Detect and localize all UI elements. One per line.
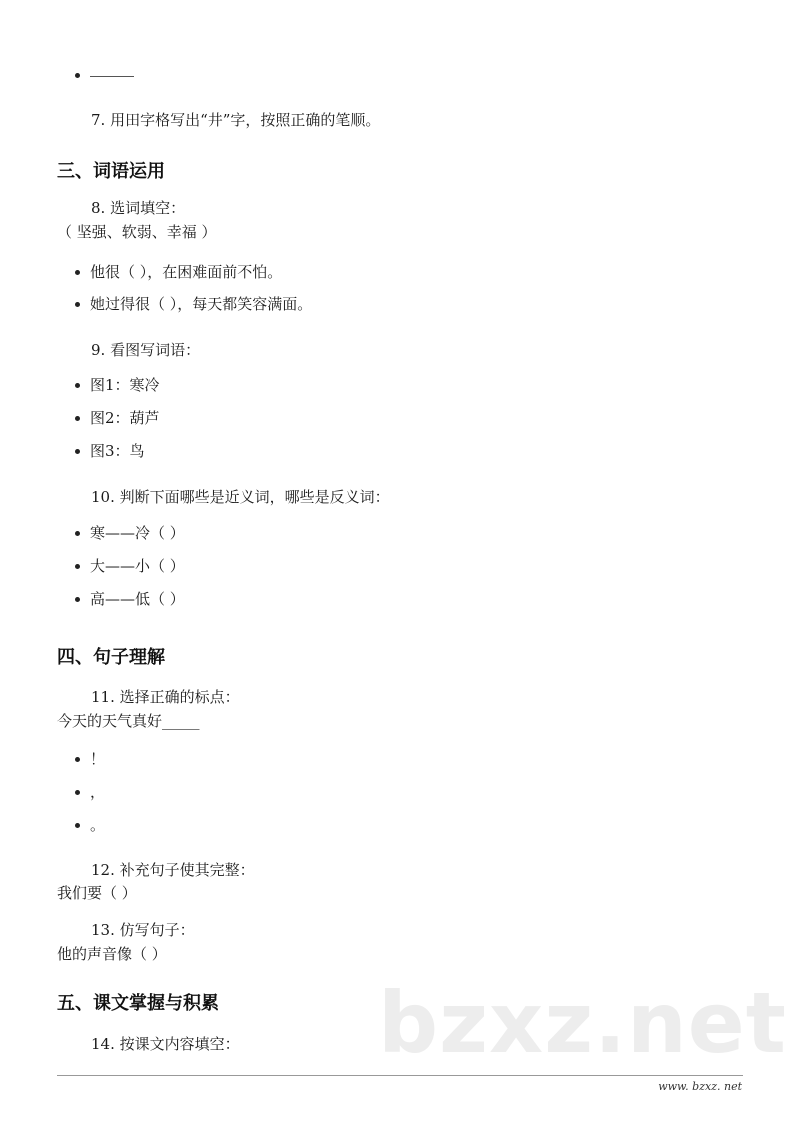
- question-9-prompt: 9. 看图写词语：: [91, 341, 201, 359]
- watermark: bzxz.net: [378, 974, 787, 1072]
- section-heading-3: 三、词语运用: [57, 161, 165, 182]
- section-heading-4: 四、句子理解: [57, 647, 165, 668]
- list-item-text: 图2：葫芦: [90, 409, 160, 427]
- question-7: 7. 用田字格写出“井”字，按照正确的笔顺。: [91, 111, 381, 129]
- question-8-options: （ 坚强、软弱、幸福 ）: [57, 223, 217, 241]
- question-8-prompt: 8. 选词填空：: [91, 199, 186, 217]
- list-item-text: 。: [90, 816, 106, 834]
- question-11-sentence: 今天的天气真好_____: [57, 712, 200, 730]
- question-14-prompt: 14. 按课文内容填空：: [91, 1035, 240, 1053]
- list-item-text: ！: [90, 750, 106, 768]
- footer-divider: [57, 1075, 743, 1076]
- question-13-prompt: 13. 仿写句子：: [91, 921, 195, 939]
- list-item-text: 她过得很（ ），每天都笑容满面。: [90, 295, 313, 313]
- section-heading-5: 五、课文掌握与积累: [57, 993, 219, 1014]
- question-10-prompt: 10. 判断下面哪些是近义词，哪些是反义词：: [91, 488, 390, 506]
- list-item-text: 高——低（ ）: [90, 590, 185, 608]
- list-item-text: 图3：鸟: [90, 442, 145, 460]
- question-13-sentence: 他的声音像（ ）: [57, 945, 167, 963]
- footer-url[interactable]: www. bzxz. net: [658, 1080, 742, 1093]
- list-item-text: 他很（ ），在困难面前不怕。: [90, 263, 283, 281]
- answer-blank: [90, 65, 134, 77]
- list-item-text: 寒——冷（ ）: [90, 524, 185, 542]
- list-item-text: 图1：寒冷: [90, 376, 160, 394]
- question-12-prompt: 12. 补充句子使其完整：: [91, 861, 255, 879]
- list-item-text: ，: [90, 783, 106, 801]
- question-11-prompt: 11. 选择正确的标点：: [91, 688, 240, 706]
- question-12-sentence: 我们要（ ）: [57, 884, 137, 902]
- list-item-text: 大——小（ ）: [90, 557, 185, 575]
